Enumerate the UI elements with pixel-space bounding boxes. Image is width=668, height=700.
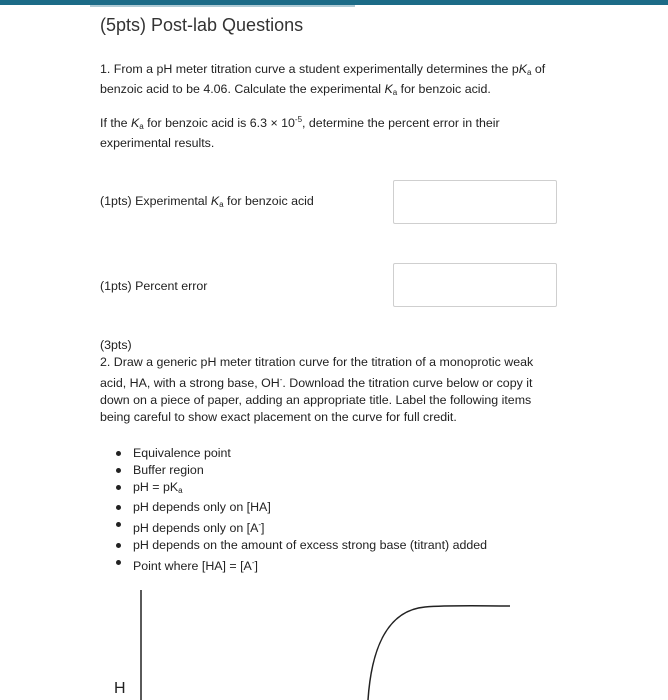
percent-error-input[interactable]	[393, 263, 557, 307]
question-1-text: 1. From a pH meter titration curve a student experimentally determines the $pK_a$ of benzoic acid to be 4.06. Calculate the experimental $K_a$ for benzoic acid.	[100, 62, 546, 97]
question-2-points: (3pts)	[100, 338, 132, 352]
titration-curve	[368, 606, 510, 700]
question-1-part-b: If the $K_a$ for benzoic acid is $6.3 \times 10^{-5}$, determine the percent error in their experimental results.	[100, 115, 500, 150]
experimental-ka-input[interactable]	[393, 180, 557, 224]
question-2-text: (3pts) 2. Draw a generic pH meter titration curve for the titration of a monoprotic weak acid, HA, with a strong base, OH-. Download the titration curve below or copy it down on a piece of paper, adding an appropriate title. Label the following items being careful to show exact placement on the curve for full credit.	[100, 338, 534, 424]
percent-error-label: (1pts) Percent error	[100, 279, 208, 293]
list-item: pH = $pK_a$	[114, 479, 487, 499]
list-item: Equivalence point	[114, 445, 487, 462]
titration-curve-graph	[0, 580, 668, 700]
section-title: (5pts) Post-lab Questions	[100, 15, 304, 35]
list-item: Point where [HA] = [A-]	[114, 554, 487, 575]
list-item: pH depends only on [HA]	[114, 499, 487, 516]
list-item: pH depends only on [A-]	[114, 516, 487, 537]
y-axis-label: H	[114, 680, 126, 697]
label-items-list	[114, 445, 487, 575]
list-item: pH depends on the amount of excess strong base (titrant) added	[114, 537, 487, 554]
experimental-ka-label: (1pts) Experimental $K_a$ for benzoic acid	[100, 194, 314, 209]
tab-underline	[90, 5, 355, 7]
list-item: Buffer region	[114, 462, 487, 479]
